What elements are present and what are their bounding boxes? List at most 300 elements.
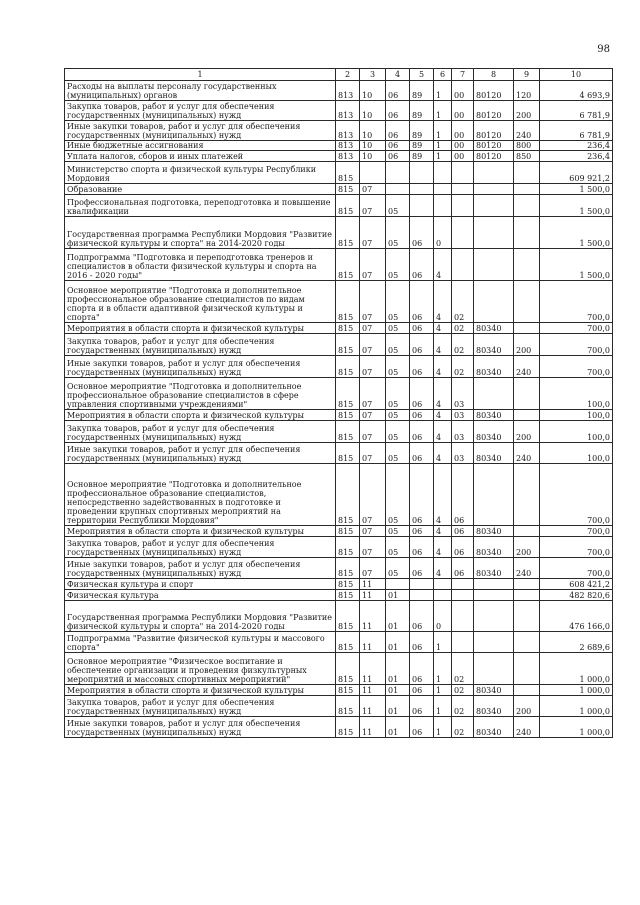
table-row <box>65 653 613 685</box>
row-code-cell: 07 <box>360 526 386 537</box>
table-row <box>65 443 613 464</box>
row-code-cell <box>452 601 474 632</box>
row-code-cell: 4 <box>434 356 452 378</box>
row-amount-cell: 700,0 <box>540 281 613 323</box>
table-row <box>65 537 613 558</box>
row-code-cell <box>514 281 540 323</box>
row-code-cell: 815 <box>336 526 360 537</box>
row-code-cell: 06 <box>410 378 434 410</box>
row-code-cell: 1 <box>434 141 452 151</box>
row-code-cell: 06 <box>410 537 434 558</box>
row-code-cell: 240 <box>514 356 540 378</box>
row-code-cell <box>452 632 474 653</box>
row-code-cell: 1 <box>434 653 452 685</box>
row-code-cell <box>514 195 540 217</box>
row-code-cell: 240 <box>514 443 540 464</box>
row-name-cell: Иные закупки товаров, работ и услуг для обеспечения государственных (муниципальных) нужд <box>65 558 336 579</box>
row-code-cell: 05 <box>386 281 410 323</box>
row-code-cell: 120 <box>514 81 540 101</box>
row-code-cell: 06 <box>410 653 434 685</box>
row-code-cell: 4 <box>434 558 452 579</box>
row-amount-cell: 236,4 <box>540 141 613 151</box>
row-code-cell: 07 <box>360 334 386 356</box>
row-code-cell <box>514 162 540 184</box>
row-code-cell <box>410 162 434 184</box>
row-code-cell <box>410 184 434 195</box>
row-code-cell: 06 <box>410 249 434 281</box>
column-header: 2 <box>336 69 360 81</box>
table-row <box>65 558 613 579</box>
row-code-cell: 200 <box>514 101 540 121</box>
row-amount-cell: 100,0 <box>540 378 613 410</box>
row-code-cell: 01 <box>386 685 410 696</box>
row-code-cell: 815 <box>336 184 360 195</box>
row-name-cell: Подпрограмма "Развитие физической культуры и массового спорта" <box>65 632 336 653</box>
row-code-cell: 06 <box>410 558 434 579</box>
row-code-cell <box>434 195 452 217</box>
row-code-cell: 80340 <box>474 526 514 537</box>
row-amount-cell: 4 693,9 <box>540 81 613 101</box>
row-amount-cell: 100,0 <box>540 443 613 464</box>
row-code-cell: 10 <box>360 121 386 141</box>
row-code-cell <box>452 162 474 184</box>
row-amount-cell: 1 000,0 <box>540 653 613 685</box>
table-row <box>65 526 613 537</box>
table-row <box>65 421 613 443</box>
table-row <box>65 195 613 217</box>
table-row <box>65 162 613 184</box>
row-code-cell: 80120 <box>474 81 514 101</box>
row-code-cell: 06 <box>410 717 434 738</box>
row-code-cell: 240 <box>514 717 540 738</box>
row-code-cell <box>410 579 434 590</box>
row-code-cell <box>434 590 452 601</box>
table-row <box>65 217 613 249</box>
row-code-cell: 1 <box>434 81 452 101</box>
row-amount-cell: 1 500,0 <box>540 217 613 249</box>
row-code-cell: 06 <box>410 685 434 696</box>
row-amount-cell: 700,0 <box>540 323 613 334</box>
row-name-cell: Профессиональная подготовка, переподготовка и повышение квалификации <box>65 195 336 217</box>
row-code-cell: 10 <box>360 141 386 151</box>
row-code-cell <box>474 162 514 184</box>
row-code-cell <box>474 590 514 601</box>
row-code-cell: 815 <box>336 281 360 323</box>
row-code-cell: 1 <box>434 632 452 653</box>
row-code-cell: 05 <box>386 334 410 356</box>
row-code-cell: 815 <box>336 590 360 601</box>
row-amount-cell: 1 500,0 <box>540 249 613 281</box>
row-code-cell <box>474 632 514 653</box>
row-code-cell <box>410 590 434 601</box>
row-code-cell: 01 <box>386 590 410 601</box>
table-row <box>65 334 613 356</box>
row-code-cell: 0 <box>434 217 452 249</box>
row-code-cell: 06 <box>410 632 434 653</box>
row-code-cell <box>474 249 514 281</box>
row-amount-cell: 236,4 <box>540 151 613 162</box>
row-code-cell: 06 <box>410 410 434 421</box>
row-code-cell: 0 <box>434 601 452 632</box>
row-code-cell: 813 <box>336 121 360 141</box>
row-code-cell: 02 <box>452 323 474 334</box>
row-code-cell: 11 <box>360 579 386 590</box>
column-header: 9 <box>514 69 540 81</box>
row-code-cell: 05 <box>386 410 410 421</box>
row-code-cell <box>514 526 540 537</box>
row-name-cell: Основное мероприятие "Подготовка и дополнительное профессиональное образование специалистов в сфере управления спортивными учреждениями" <box>65 378 336 410</box>
row-code-cell <box>514 184 540 195</box>
row-code-cell: 815 <box>336 195 360 217</box>
row-code-cell: 06 <box>386 81 410 101</box>
row-code-cell: 815 <box>336 558 360 579</box>
row-code-cell: 1 <box>434 101 452 121</box>
table-row <box>65 579 613 590</box>
table-row <box>65 685 613 696</box>
row-code-cell: 02 <box>452 356 474 378</box>
row-code-cell: 05 <box>386 421 410 443</box>
row-code-cell: 06 <box>452 537 474 558</box>
page-number: 98 <box>597 44 610 55</box>
column-header: 1 <box>65 69 336 81</box>
row-code-cell: 815 <box>336 334 360 356</box>
row-code-cell: 07 <box>360 410 386 421</box>
row-code-cell: 813 <box>336 101 360 121</box>
row-code-cell <box>434 579 452 590</box>
row-code-cell: 02 <box>452 653 474 685</box>
row-amount-cell: 6 781,9 <box>540 121 613 141</box>
column-header: 3 <box>360 69 386 81</box>
row-code-cell: 815 <box>336 443 360 464</box>
row-code-cell <box>514 378 540 410</box>
row-code-cell: 815 <box>336 421 360 443</box>
row-amount-cell: 100,0 <box>540 421 613 443</box>
table-row <box>65 249 613 281</box>
row-code-cell: 80120 <box>474 121 514 141</box>
row-code-cell: 06 <box>410 421 434 443</box>
row-code-cell: 813 <box>336 81 360 101</box>
row-code-cell: 05 <box>386 249 410 281</box>
table-row <box>65 590 613 601</box>
row-code-cell <box>514 464 540 526</box>
row-code-cell: 11 <box>360 696 386 717</box>
row-code-cell: 05 <box>386 195 410 217</box>
row-code-cell: 4 <box>434 249 452 281</box>
row-code-cell <box>514 632 540 653</box>
row-code-cell: 05 <box>386 356 410 378</box>
row-code-cell: 07 <box>360 184 386 195</box>
row-code-cell: 01 <box>386 632 410 653</box>
row-code-cell: 80340 <box>474 356 514 378</box>
row-code-cell: 00 <box>452 81 474 101</box>
row-code-cell: 06 <box>452 464 474 526</box>
row-code-cell <box>514 601 540 632</box>
row-code-cell: 06 <box>410 601 434 632</box>
column-header: 5 <box>410 69 434 81</box>
row-code-cell: 89 <box>410 101 434 121</box>
row-code-cell: 05 <box>386 443 410 464</box>
row-code-cell: 89 <box>410 141 434 151</box>
row-code-cell <box>474 601 514 632</box>
row-code-cell: 02 <box>452 696 474 717</box>
row-code-cell: 200 <box>514 696 540 717</box>
row-amount-cell: 700,0 <box>540 356 613 378</box>
row-code-cell: 80120 <box>474 151 514 162</box>
row-code-cell: 200 <box>514 334 540 356</box>
table-body <box>65 81 613 738</box>
row-code-cell: 815 <box>336 323 360 334</box>
row-code-cell: 06 <box>452 558 474 579</box>
row-code-cell: 80340 <box>474 696 514 717</box>
row-code-cell: 06 <box>386 151 410 162</box>
row-code-cell: 05 <box>386 323 410 334</box>
row-name-cell: Мероприятия в области спорта и физической культуры <box>65 526 336 537</box>
row-name-cell: Закупка товаров, работ и услуг для обеспечения государственных (муниципальных) нужд <box>65 696 336 717</box>
row-code-cell: 07 <box>360 443 386 464</box>
row-name-cell: Основное мероприятие "Подготовка и дополнительное профессиональное образование специалистов по видам спорта и в области адаптивной физической культуры и спорта" <box>65 281 336 323</box>
row-name-cell: Государственная программа Республики Мордовия "Развитие физической культуры и спорта" на 2014-2020 годы <box>65 217 336 249</box>
row-amount-cell: 700,0 <box>540 558 613 579</box>
row-code-cell <box>452 249 474 281</box>
row-code-cell: 11 <box>360 685 386 696</box>
row-code-cell: 07 <box>360 537 386 558</box>
row-code-cell <box>514 685 540 696</box>
row-name-cell: Закупка товаров, работ и услуг для обеспечения государственных (муниципальных) нужд <box>65 334 336 356</box>
row-code-cell: 80120 <box>474 141 514 151</box>
row-name-cell: Иные закупки товаров, работ и услуг для обеспечения государственных (муниципальных) нужд <box>65 356 336 378</box>
row-code-cell: 813 <box>336 151 360 162</box>
row-name-cell: Физическая культура <box>65 590 336 601</box>
row-code-cell: 80340 <box>474 537 514 558</box>
row-code-cell: 06 <box>386 101 410 121</box>
row-name-cell: Иные закупки товаров, работ и услуг для обеспечения государственных (муниципальных) нужд <box>65 443 336 464</box>
row-code-cell: 89 <box>410 81 434 101</box>
row-code-cell <box>386 162 410 184</box>
column-header: 10 <box>540 69 613 81</box>
row-amount-cell: 700,0 <box>540 537 613 558</box>
table-row <box>65 121 613 141</box>
row-code-cell: 06 <box>410 281 434 323</box>
row-name-cell: Подпрограмма "Подготовка и переподготовка тренеров и специалистов в области физической культуры и спорта на 2016 - 2020 годы" <box>65 249 336 281</box>
row-code-cell: 89 <box>410 151 434 162</box>
row-amount-cell: 608 421,2 <box>540 579 613 590</box>
row-code-cell <box>514 579 540 590</box>
row-code-cell: 11 <box>360 590 386 601</box>
row-code-cell: 03 <box>452 421 474 443</box>
row-name-cell: Мероприятия в области спорта и физической культуры <box>65 685 336 696</box>
row-code-cell: 10 <box>360 101 386 121</box>
row-code-cell: 02 <box>452 717 474 738</box>
column-header: 4 <box>386 69 410 81</box>
row-code-cell: 813 <box>336 141 360 151</box>
column-header: 8 <box>474 69 514 81</box>
row-code-cell: 815 <box>336 162 360 184</box>
row-code-cell: 850 <box>514 151 540 162</box>
row-amount-cell: 476 166,0 <box>540 601 613 632</box>
row-code-cell: 05 <box>386 526 410 537</box>
row-code-cell: 200 <box>514 537 540 558</box>
row-name-cell: Мероприятия в области спорта и физической культуры <box>65 410 336 421</box>
row-code-cell <box>452 590 474 601</box>
row-code-cell: 06 <box>452 526 474 537</box>
row-code-cell: 80340 <box>474 410 514 421</box>
row-code-cell <box>474 217 514 249</box>
row-code-cell: 11 <box>360 717 386 738</box>
row-code-cell: 05 <box>386 217 410 249</box>
row-code-cell: 06 <box>386 141 410 151</box>
row-name-cell: Расходы на выплаты персоналу государственных (муниципальных) органов <box>65 81 336 101</box>
row-amount-cell: 609 921,2 <box>540 162 613 184</box>
row-code-cell: 07 <box>360 421 386 443</box>
row-code-cell: 815 <box>336 579 360 590</box>
row-code-cell <box>474 195 514 217</box>
row-code-cell: 07 <box>360 464 386 526</box>
row-code-cell: 07 <box>360 558 386 579</box>
table-row <box>65 378 613 410</box>
row-code-cell: 06 <box>410 464 434 526</box>
row-amount-cell: 1 500,0 <box>540 184 613 195</box>
row-code-cell: 01 <box>386 653 410 685</box>
table-row <box>65 184 613 195</box>
row-code-cell: 815 <box>336 378 360 410</box>
row-code-cell <box>452 579 474 590</box>
row-code-cell: 815 <box>336 685 360 696</box>
table-row <box>65 141 613 151</box>
row-code-cell: 815 <box>336 632 360 653</box>
row-code-cell: 815 <box>336 696 360 717</box>
row-code-cell: 4 <box>434 537 452 558</box>
row-name-cell: Основное мероприятие "Подготовка и дополнительное профессиональное образование специалистов, непосредственно задействованных в подготовке и проведении крупных спортивных мероприятий на территории Республики Мордовия" <box>65 464 336 526</box>
row-code-cell: 06 <box>410 443 434 464</box>
row-name-cell: Закупка товаров, работ и услуг для обеспечения государственных (муниципальных) нужд <box>65 421 336 443</box>
row-code-cell <box>434 184 452 195</box>
row-amount-cell: 2 689,6 <box>540 632 613 653</box>
row-code-cell: 89 <box>410 121 434 141</box>
row-code-cell: 05 <box>386 378 410 410</box>
row-code-cell: 00 <box>452 141 474 151</box>
row-name-cell: Физическая культура и спорт <box>65 579 336 590</box>
row-code-cell: 80340 <box>474 334 514 356</box>
row-code-cell <box>386 579 410 590</box>
row-code-cell: 06 <box>410 526 434 537</box>
row-code-cell: 01 <box>386 717 410 738</box>
column-header: 7 <box>452 69 474 81</box>
row-code-cell: 80340 <box>474 685 514 696</box>
table-row <box>65 717 613 738</box>
row-amount-cell: 1 500,0 <box>540 195 613 217</box>
row-amount-cell: 6 781,9 <box>540 101 613 121</box>
row-code-cell: 11 <box>360 632 386 653</box>
row-code-cell <box>474 653 514 685</box>
row-code-cell: 06 <box>386 121 410 141</box>
row-code-cell: 80340 <box>474 323 514 334</box>
row-code-cell <box>452 195 474 217</box>
row-code-cell: 1 <box>434 151 452 162</box>
row-code-cell <box>474 281 514 323</box>
row-code-cell: 07 <box>360 217 386 249</box>
table-row <box>65 151 613 162</box>
row-code-cell: 06 <box>410 356 434 378</box>
row-code-cell: 80340 <box>474 443 514 464</box>
row-name-cell: Закупка товаров, работ и услуг для обеспечения государственных (муниципальных) нужд <box>65 537 336 558</box>
row-amount-cell: 100,0 <box>540 410 613 421</box>
row-code-cell: 80340 <box>474 558 514 579</box>
row-code-cell: 07 <box>360 195 386 217</box>
row-amount-cell: 1 000,0 <box>540 717 613 738</box>
row-code-cell: 815 <box>336 356 360 378</box>
row-code-cell: 200 <box>514 421 540 443</box>
row-code-cell: 07 <box>360 249 386 281</box>
row-code-cell: 10 <box>360 151 386 162</box>
row-code-cell: 01 <box>386 696 410 717</box>
row-code-cell: 815 <box>336 249 360 281</box>
row-code-cell <box>514 249 540 281</box>
row-code-cell: 815 <box>336 410 360 421</box>
row-code-cell <box>474 184 514 195</box>
row-code-cell <box>514 590 540 601</box>
row-code-cell <box>452 217 474 249</box>
row-code-cell: 4 <box>434 443 452 464</box>
row-code-cell: 10 <box>360 81 386 101</box>
row-code-cell: 80120 <box>474 101 514 121</box>
row-code-cell: 02 <box>452 685 474 696</box>
row-code-cell: 07 <box>360 378 386 410</box>
row-code-cell: 815 <box>336 717 360 738</box>
table-row <box>65 601 613 632</box>
row-code-cell: 1 <box>434 717 452 738</box>
row-code-cell: 06 <box>410 217 434 249</box>
row-code-cell: 02 <box>452 281 474 323</box>
row-code-cell: 06 <box>410 696 434 717</box>
row-amount-cell: 700,0 <box>540 526 613 537</box>
row-amount-cell: 1 000,0 <box>540 685 613 696</box>
row-name-cell: Министерство спорта и физической культуры Республики Мордовия <box>65 162 336 184</box>
row-code-cell: 80340 <box>474 421 514 443</box>
row-code-cell: 11 <box>360 601 386 632</box>
row-code-cell: 1 <box>434 121 452 141</box>
table-row <box>65 632 613 653</box>
row-code-cell <box>514 653 540 685</box>
table-row <box>65 281 613 323</box>
row-code-cell: 815 <box>336 217 360 249</box>
row-code-cell: 02 <box>452 334 474 356</box>
row-code-cell: 01 <box>386 601 410 632</box>
row-amount-cell: 700,0 <box>540 334 613 356</box>
row-code-cell <box>514 410 540 421</box>
row-code-cell: 240 <box>514 121 540 141</box>
row-code-cell: 815 <box>336 464 360 526</box>
row-code-cell: 800 <box>514 141 540 151</box>
row-code-cell <box>514 217 540 249</box>
row-code-cell <box>474 464 514 526</box>
row-amount-cell: 482 820,6 <box>540 590 613 601</box>
table-row <box>65 81 613 101</box>
row-name-cell: Иные закупки товаров, работ и услуг для обеспечения государственных (муниципальных) нужд <box>65 121 336 141</box>
row-name-cell: Образование <box>65 184 336 195</box>
row-name-cell: Иные бюджетные ассигнования <box>65 141 336 151</box>
row-code-cell: 07 <box>360 356 386 378</box>
row-name-cell: Государственная программа Республики Мордовия "Развитие физической культуры и спорта" на 2014-2020 годы <box>65 601 336 632</box>
table-row <box>65 356 613 378</box>
row-code-cell: 815 <box>336 537 360 558</box>
column-header: 6 <box>434 69 452 81</box>
row-code-cell <box>360 162 386 184</box>
row-code-cell: 4 <box>434 464 452 526</box>
table-row <box>65 464 613 526</box>
row-code-cell: 06 <box>410 323 434 334</box>
table-row <box>65 696 613 717</box>
row-code-cell: 06 <box>410 334 434 356</box>
